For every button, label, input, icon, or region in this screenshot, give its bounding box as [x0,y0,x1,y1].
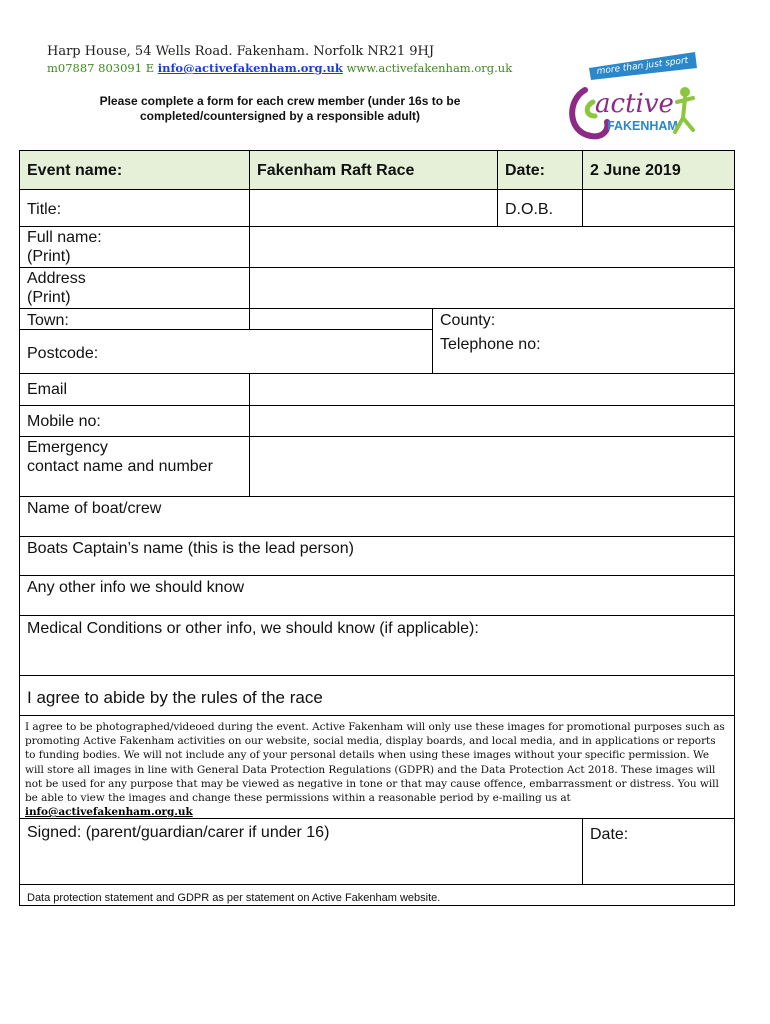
address-label: Address (Print) [20,268,250,309]
logo-place: FAKENHAM [607,119,678,133]
signature-label: Signed: (parent/guardian/carer if under 16) [27,824,330,841]
mobile-field[interactable] [250,406,734,437]
signature-date-field[interactable] [583,819,734,885]
signature-date-label: Date: [590,826,629,843]
title-field[interactable] [250,190,498,227]
logo-figure-body [675,98,693,132]
event-name-value: Fakenham Raft Race [250,151,498,190]
email-label: Email [20,374,250,406]
county-label: County: [440,312,496,329]
photo-consent-text: I agree to be photographed/videoed during the event. Active Fakenham will only use these images for promotional purposes such as promoting Active Fakenham activities on our website, social media, display boards, and local media, and in applications or reports to funding bodies. We will not include any of your personal details when using these images without your specific permission. We will store all images in line with General Data Protection Regulations (GDPR) and the Data Protection Act 2018. These images will not be used for any purpose that may be viewed as negative in tone or that may cause offence, embarrassment or distress. You will be able to view the images and change these permissions within a reasonable period by e-mailing us at [25,721,725,805]
rules-agreement [20,676,734,716]
captain-name-field[interactable] [20,537,734,576]
logo-figure-head [680,87,690,97]
logo-tagline: more than just sport [596,55,689,77]
postcode-label: Postcode: [20,330,433,374]
event-name-label: Event name: [20,151,250,190]
photo-consent-email-link[interactable]: info@activefakenham.org.uk [25,806,193,819]
captain-name-label: Boats Captain’s name (this is the lead person) [27,540,354,557]
address-field[interactable] [250,268,734,309]
header-contact [47,61,512,75]
dob-label: D.O.B. [498,190,583,227]
medical-conditions-field[interactable] [20,616,734,676]
other-info-field[interactable] [20,576,734,616]
event-date-value: 2 June 2019 [583,151,734,190]
logo-word: active [595,89,674,119]
crew-registration-form [19,150,735,906]
signature-field[interactable] [20,819,583,885]
data-protection-footer: Data protection statement and GDPR as per statement on Active Fakenham website. [27,892,441,904]
town-field[interactable] [250,309,433,330]
dob-field[interactable] [583,190,734,227]
header-phone: m07887 803091 E [47,61,158,75]
email-field[interactable] [250,374,734,406]
mobile-label: Mobile no: [20,406,250,437]
full-name-label: Full name: (Print) [20,227,250,268]
emergency-contact-label: Emergency contact name and number [20,437,250,497]
logo-swoosh-green [587,102,595,116]
other-info-label: Any other info we should know [27,579,245,596]
emergency-contact-field[interactable] [250,437,734,497]
event-date-label: Date: [498,151,583,190]
form-instructions: Please complete a form for each crew member (under 16s to be completed/countersigned by a responsible adult) [99,94,461,123]
town-label: Town: [20,309,250,330]
header-email-link[interactable]: info@activefakenham.org.uk [157,61,343,75]
boat-crew-field[interactable] [20,497,734,537]
full-name-field[interactable] [250,227,734,268]
title-label: Title: [20,190,250,227]
photo-consent-statement [20,716,734,819]
header-address: Harp House, 54 Wells Road. Fakenham. Norfolk NR21 9HJ [47,44,435,59]
boat-crew-label: Name of boat/crew [27,500,162,517]
header-website-link[interactable]: www.activefakenham.org.uk [342,61,513,75]
telephone-label: Telephone no: [433,332,734,374]
rules-agreement-label: I agree to abide by the rules of the race [27,688,323,707]
active-fakenham-logo [563,50,703,145]
medical-conditions-label: Medical Conditions or other info, we should know (if applicable): [27,620,479,637]
